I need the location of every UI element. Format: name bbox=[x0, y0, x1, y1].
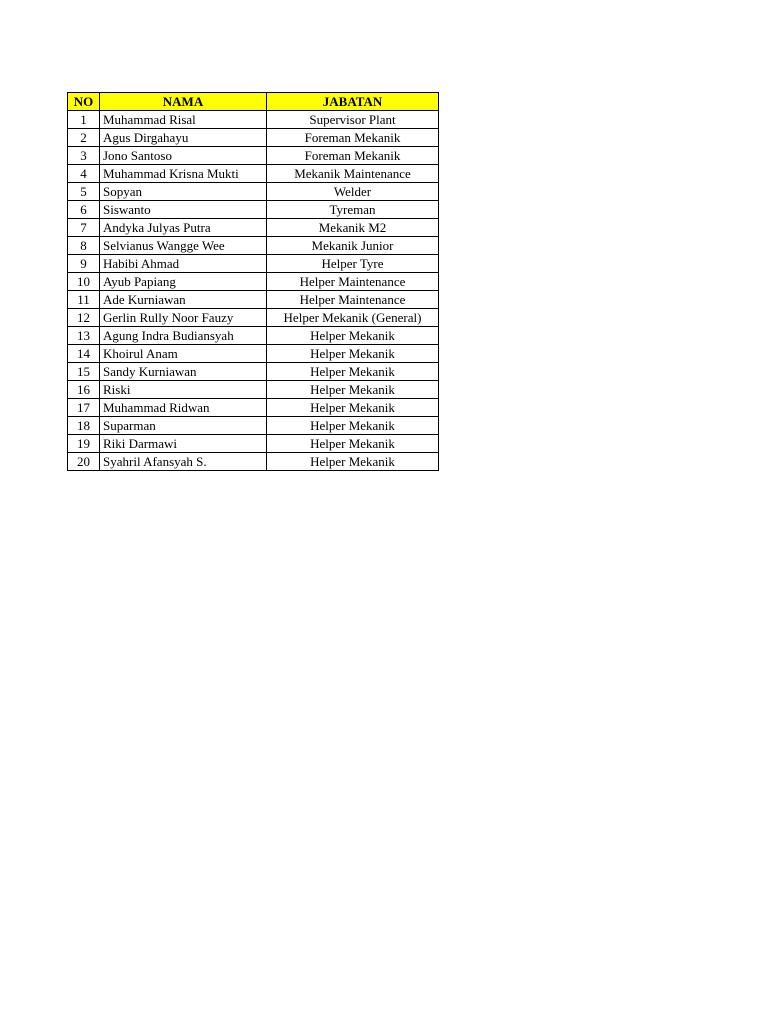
cell-jabatan: Foreman Mekanik bbox=[267, 129, 439, 147]
cell-no: 3 bbox=[68, 147, 100, 165]
cell-jabatan: Mekanik Maintenance bbox=[267, 165, 439, 183]
table-row bbox=[68, 147, 439, 165]
table-row bbox=[68, 273, 439, 291]
cell-nama: Agus Dirgahayu bbox=[100, 129, 267, 147]
cell-jabatan: Helper Mekanik bbox=[267, 381, 439, 399]
cell-no: 1 bbox=[68, 111, 100, 129]
cell-nama: Habibi Ahmad bbox=[100, 255, 267, 273]
table-row bbox=[68, 237, 439, 255]
cell-nama: Selvianus Wangge Wee bbox=[100, 237, 267, 255]
table-row bbox=[68, 129, 439, 147]
table-row bbox=[68, 363, 439, 381]
cell-jabatan: Helper Mekanik bbox=[267, 345, 439, 363]
header-nama: NAMA bbox=[100, 93, 267, 111]
cell-no: 17 bbox=[68, 399, 100, 417]
cell-no: 18 bbox=[68, 417, 100, 435]
table-row bbox=[68, 327, 439, 345]
cell-jabatan: Helper Mekanik bbox=[267, 327, 439, 345]
cell-jabatan: Helper Mekanik bbox=[267, 435, 439, 453]
staff-table bbox=[67, 92, 439, 471]
cell-no: 14 bbox=[68, 345, 100, 363]
cell-nama: Gerlin Rully Noor Fauzy bbox=[100, 309, 267, 327]
table-row bbox=[68, 165, 439, 183]
cell-jabatan: Mekanik M2 bbox=[267, 219, 439, 237]
cell-no: 6 bbox=[68, 201, 100, 219]
cell-no: 11 bbox=[68, 291, 100, 309]
cell-nama: Andyka Julyas Putra bbox=[100, 219, 267, 237]
table-row bbox=[68, 111, 439, 129]
header-no: NO bbox=[68, 93, 100, 111]
cell-jabatan: Helper Maintenance bbox=[267, 291, 439, 309]
table-row bbox=[68, 219, 439, 237]
cell-no: 20 bbox=[68, 453, 100, 471]
table-row bbox=[68, 291, 439, 309]
cell-jabatan: Supervisor Plant bbox=[267, 111, 439, 129]
header-row bbox=[68, 93, 439, 111]
cell-no: 10 bbox=[68, 273, 100, 291]
cell-nama: Jono Santoso bbox=[100, 147, 267, 165]
cell-nama: Ayub Papiang bbox=[100, 273, 267, 291]
cell-nama: Muhammad Risal bbox=[100, 111, 267, 129]
cell-nama: Muhammad Ridwan bbox=[100, 399, 267, 417]
cell-nama: Sandy Kurniawan bbox=[100, 363, 267, 381]
cell-no: 8 bbox=[68, 237, 100, 255]
cell-nama: Khoirul Anam bbox=[100, 345, 267, 363]
cell-no: 5 bbox=[68, 183, 100, 201]
cell-no: 7 bbox=[68, 219, 100, 237]
table-row bbox=[68, 399, 439, 417]
cell-no: 12 bbox=[68, 309, 100, 327]
cell-no: 13 bbox=[68, 327, 100, 345]
cell-nama: Riki Darmawi bbox=[100, 435, 267, 453]
cell-no: 9 bbox=[68, 255, 100, 273]
cell-nama: Siswanto bbox=[100, 201, 267, 219]
cell-jabatan: Helper Mekanik (General) bbox=[267, 309, 439, 327]
table-row bbox=[68, 309, 439, 327]
header-jabatan: JABATAN bbox=[267, 93, 439, 111]
table-row bbox=[68, 453, 439, 471]
cell-nama: Suparman bbox=[100, 417, 267, 435]
cell-no: 2 bbox=[68, 129, 100, 147]
cell-nama: Sopyan bbox=[100, 183, 267, 201]
cell-nama: Syahril Afansyah S. bbox=[100, 453, 267, 471]
cell-jabatan: Helper Mekanik bbox=[267, 399, 439, 417]
table-row bbox=[68, 435, 439, 453]
cell-jabatan: Foreman Mekanik bbox=[267, 147, 439, 165]
table-row bbox=[68, 255, 439, 273]
cell-jabatan: Helper Tyre bbox=[267, 255, 439, 273]
cell-jabatan: Tyreman bbox=[267, 201, 439, 219]
cell-jabatan: Helper Mekanik bbox=[267, 363, 439, 381]
cell-nama: Muhammad Krisna Mukti bbox=[100, 165, 267, 183]
table-body bbox=[68, 111, 439, 471]
cell-nama: Agung Indra Budiansyah bbox=[100, 327, 267, 345]
table-row bbox=[68, 201, 439, 219]
cell-no: 4 bbox=[68, 165, 100, 183]
cell-jabatan: Welder bbox=[267, 183, 439, 201]
table-row bbox=[68, 183, 439, 201]
cell-no: 19 bbox=[68, 435, 100, 453]
cell-no: 15 bbox=[68, 363, 100, 381]
table-row bbox=[68, 381, 439, 399]
table-row bbox=[68, 345, 439, 363]
cell-nama: Ade Kurniawan bbox=[100, 291, 267, 309]
cell-jabatan: Helper Maintenance bbox=[267, 273, 439, 291]
table-row bbox=[68, 417, 439, 435]
cell-no: 16 bbox=[68, 381, 100, 399]
cell-nama: Riski bbox=[100, 381, 267, 399]
cell-jabatan: Helper Mekanik bbox=[267, 453, 439, 471]
cell-jabatan: Mekanik Junior bbox=[267, 237, 439, 255]
cell-jabatan: Helper Mekanik bbox=[267, 417, 439, 435]
